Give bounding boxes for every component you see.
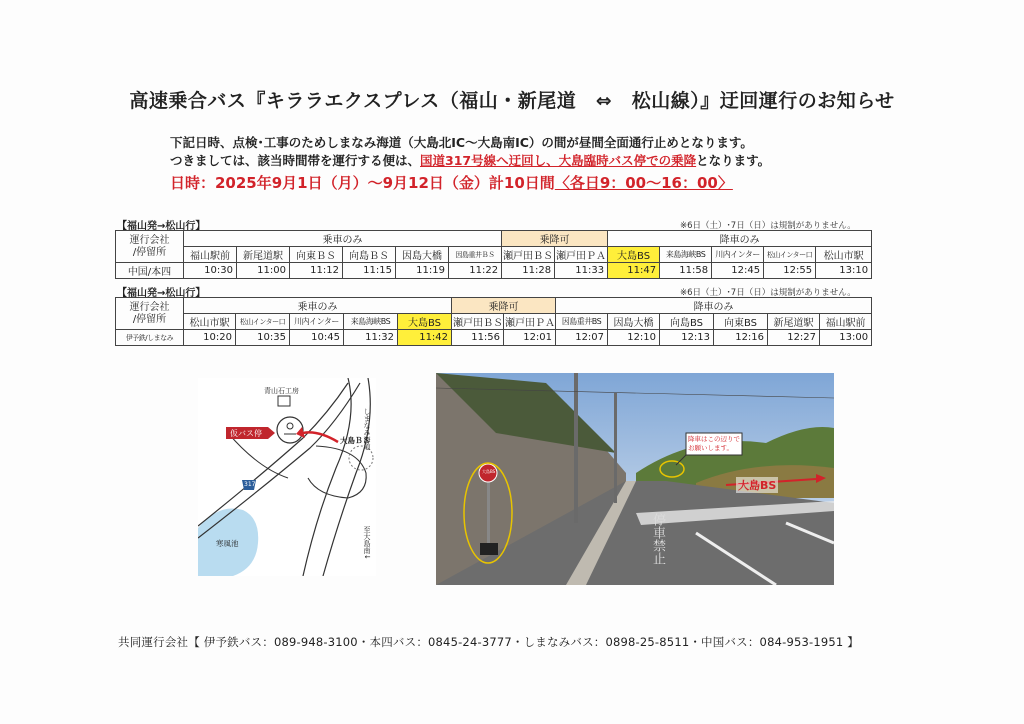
stop-cell-oshima: 大島BS xyxy=(608,247,660,263)
time-cell: 10:20 xyxy=(184,330,236,346)
stop-cell: 因島大橋 xyxy=(608,314,660,330)
time-cell: 12:01 xyxy=(504,330,556,346)
time-cell: 11:15 xyxy=(343,263,396,279)
stops-row xyxy=(116,247,872,263)
side-road xyxy=(228,433,288,478)
temp-stop-label: 仮バス停 xyxy=(230,429,262,438)
time-cell: 12:55 xyxy=(764,263,816,279)
to-minami-label: 至大島南↓ xyxy=(363,526,371,560)
landmark-box xyxy=(278,396,290,406)
times-row xyxy=(116,263,872,279)
time-cell: 10:45 xyxy=(290,330,344,346)
stop-cell: 川内インター xyxy=(712,247,764,263)
table2-note: ※6日（土）･7日（日）は規制がありません。 xyxy=(680,288,856,298)
kaido-label: しまなみ海道 xyxy=(363,408,371,450)
landmark-label: 青山石工房 xyxy=(264,387,299,395)
detour-map xyxy=(198,378,376,576)
group-alight-only: 降車のみ xyxy=(556,298,872,314)
stop-pole xyxy=(487,475,490,550)
callout-text: 降車はこの辺りでお願いします。 xyxy=(688,435,740,452)
time-cell: 12:16 xyxy=(714,330,768,346)
stop-cell: 向島ＢＳ xyxy=(343,247,396,263)
stop-cell: 川内インター xyxy=(290,314,344,330)
time-cell-oshima: 11:42 xyxy=(398,330,452,346)
group-alight-only: 降車のみ xyxy=(608,231,872,247)
operator-header: 運行会社 /停留所 xyxy=(116,231,184,263)
time-cell: 12:13 xyxy=(660,330,714,346)
table1-note: ※6日（土）･7日（日）は規制がありません。 xyxy=(680,221,856,231)
stop-cell: 向東BS xyxy=(714,314,768,330)
time-cell: 10:30 xyxy=(184,263,237,279)
timetable-2 xyxy=(115,297,872,346)
time-cell: 11:56 xyxy=(452,330,504,346)
notice-text xyxy=(170,134,770,170)
stop-cell: 松山市駅 xyxy=(184,314,236,330)
time-cell: 11:12 xyxy=(290,263,343,279)
date-line xyxy=(170,172,733,193)
table1-heading: 【福山発→松山行】 xyxy=(117,221,206,232)
time-cell: 13:00 xyxy=(820,330,872,346)
time-cell: 11:19 xyxy=(396,263,449,279)
oshima-bs-label: 大島ＢＳ xyxy=(340,436,370,445)
group-board-only: 乗車のみ xyxy=(184,231,502,247)
operator-cell: 伊予鉄/しまなみ xyxy=(116,330,184,346)
stop-cell: 因島重井BS xyxy=(556,314,608,330)
stop-cell: 瀬戸田ＢＳ xyxy=(502,247,555,263)
stop-cell: 福山駅前 xyxy=(184,247,237,263)
stop-cell: 松山市駅 xyxy=(816,247,872,263)
ramp-line xyxy=(308,446,366,498)
stops-row xyxy=(116,314,872,330)
street-photo xyxy=(436,373,834,585)
time-cell: 13:10 xyxy=(816,263,872,279)
stop-cell: 向東ＢＳ xyxy=(290,247,343,263)
time-cell: 11:33 xyxy=(555,263,608,279)
stop-cell: 新尾道駅 xyxy=(768,314,820,330)
stop-cell: 瀬戸田ＰＡ xyxy=(555,247,608,263)
stop-base xyxy=(480,543,498,555)
pond-label: 寒風池 xyxy=(216,539,239,548)
stop-cell: 因島重井ＢＳ xyxy=(449,247,502,263)
temp-stop-label-tip xyxy=(268,427,275,439)
time-cell: 10:35 xyxy=(236,330,290,346)
stop-cell-oshima: 大島BS xyxy=(398,314,452,330)
stop-symbol xyxy=(287,423,293,429)
date-hours: 〈各日9：00～16：00〉 xyxy=(554,174,733,192)
stop-cell: 福山駅前 xyxy=(820,314,872,330)
route-317-line xyxy=(198,383,348,526)
notice-line-2-post: となります。 xyxy=(696,153,771,168)
stop-cell: 因島大橋 xyxy=(396,247,449,263)
time-cell: 12:27 xyxy=(768,330,820,346)
notice-line-2-pre: つきましては、該当時間帯を運行する便は、 xyxy=(170,153,421,168)
temp-stop-circle xyxy=(277,417,303,443)
notice-line-2 xyxy=(170,152,770,170)
group-board-only: 乗車のみ xyxy=(184,298,452,314)
stop-cell: 瀬戸田ＰＡ xyxy=(504,314,556,330)
route-number: 317 xyxy=(244,481,256,488)
footer-operators: 共同運行会社【 伊予鉄バス：089-948-3100・本四バス：0845-24-3777・しまなみバス：0898-25-8511・中国バス：084-953-1951 】 xyxy=(118,635,859,649)
stop-cell: 来島海峡BS xyxy=(660,247,712,263)
oshima-bs-photo-label: 大島BS xyxy=(738,479,777,492)
notice-line-1: 下記日時、点検･工事のためしまなみ海道（大島北IC～大島南IC）の間が昼間全面通行止めとなります。 xyxy=(170,135,753,150)
operator-header: 運行会社 /停留所 xyxy=(116,298,184,330)
time-cell: 11:28 xyxy=(502,263,555,279)
timetable-1 xyxy=(115,230,872,279)
operator-cell: 中国/本四 xyxy=(116,263,184,279)
stop-sign-text: 大島BS xyxy=(482,469,496,474)
stop-cell: 松山インター口 xyxy=(236,314,290,330)
group-board-alight: 乗降可 xyxy=(452,298,556,314)
stop-cell: 新尾道駅 xyxy=(237,247,290,263)
stop-cell: 向島BS xyxy=(660,314,714,330)
time-cell: 11:58 xyxy=(660,263,712,279)
time-cell: 12:10 xyxy=(608,330,660,346)
group-board-alight: 乗降可 xyxy=(502,231,608,247)
time-cell-oshima: 11:47 xyxy=(608,263,660,279)
time-cell: 12:07 xyxy=(556,330,608,346)
utility-pole xyxy=(574,373,578,523)
stop-cell: 来島海峡BS xyxy=(344,314,398,330)
time-cell: 11:22 xyxy=(449,263,502,279)
page-title: 高速乗合バス『キララエクスプレス（福山・新尾道 ⇔ 松山線）』迂回運行のお知らせ xyxy=(129,90,895,112)
table2-heading: 【福山発→松山行】 xyxy=(117,288,206,299)
detour-highlight: 国道317号線へ迂回し、大島臨時バス停での乗降 xyxy=(420,153,697,168)
time-cell: 12:45 xyxy=(712,263,764,279)
utility-pole xyxy=(614,393,617,503)
date-main: 日時：2025年9月1日（月）～9月12日（金）計10日間 xyxy=(170,174,555,192)
stop-cell: 松山インター口 xyxy=(764,247,816,263)
time-cell: 11:00 xyxy=(237,263,290,279)
time-cell: 11:32 xyxy=(344,330,398,346)
stop-cell: 瀬戸田ＢＳ xyxy=(452,314,504,330)
times-row xyxy=(116,330,872,346)
road-marking: 停車禁止 xyxy=(650,513,665,565)
